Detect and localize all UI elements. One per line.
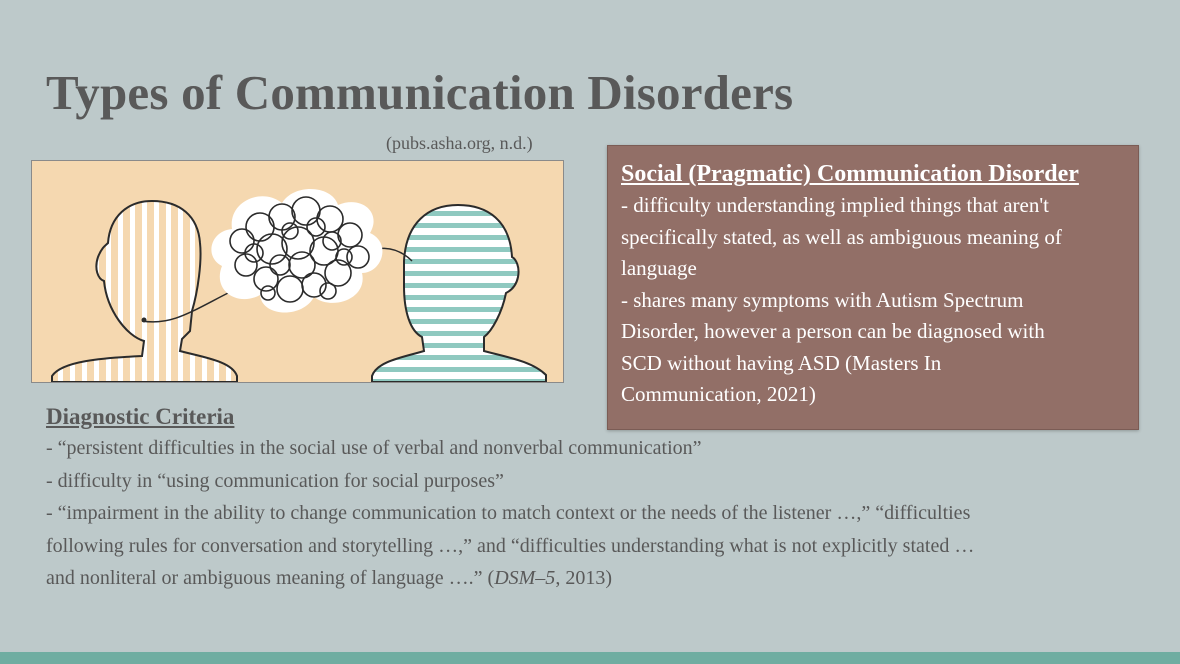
criteria-heading: Diagnostic Criteria	[46, 404, 235, 429]
scd-callout-box	[607, 145, 1139, 430]
accent-bar	[0, 652, 1180, 664]
callout-line: Communication, 2021)	[621, 382, 816, 406]
slide-title: Types of Communication Disorders	[46, 65, 794, 120]
criteria-line: following rules for conversation and storytelling …,” and “difficulties understanding what is not explicitly stated …	[46, 534, 975, 557]
criteria-line-last	[46, 562, 1146, 595]
callout-line: specifically stated, as well as ambiguous meaning of	[621, 224, 1062, 249]
illustration-two-heads-tangled-speech	[31, 160, 564, 383]
criteria-line: - “persistent difficulties in the social use of verbal and nonverbal communication”	[46, 437, 702, 459]
callout-heading: Social (Pragmatic) Communication Disorder	[621, 161, 1079, 187]
dsm-citation: DSM–5	[494, 567, 556, 589]
criteria-line: - “impairment in the ability to change communication to match context or the needs of the listener …,” “difficulties	[46, 502, 971, 524]
callout-line: - difficulty understanding implied things that aren't	[621, 193, 1049, 217]
criteria-line: - difficulty in “using communication for social purposes”	[46, 469, 504, 492]
callout-line: SCD without having ASD (Masters In	[621, 350, 942, 375]
callout-line: - shares many symptoms with Autism Spectrum	[621, 287, 1024, 312]
callout-line: Disorder, however a person can be diagnosed with	[621, 319, 1045, 343]
criteria-text: and nonliteral or ambiguous meaning of language ….” (	[46, 567, 495, 589]
diagnostic-criteria	[46, 402, 1146, 595]
criteria-text: , 2013)	[555, 567, 612, 589]
image-citation: (pubs.asha.org, n.d.)	[386, 133, 533, 153]
callout-line: language	[621, 256, 697, 280]
